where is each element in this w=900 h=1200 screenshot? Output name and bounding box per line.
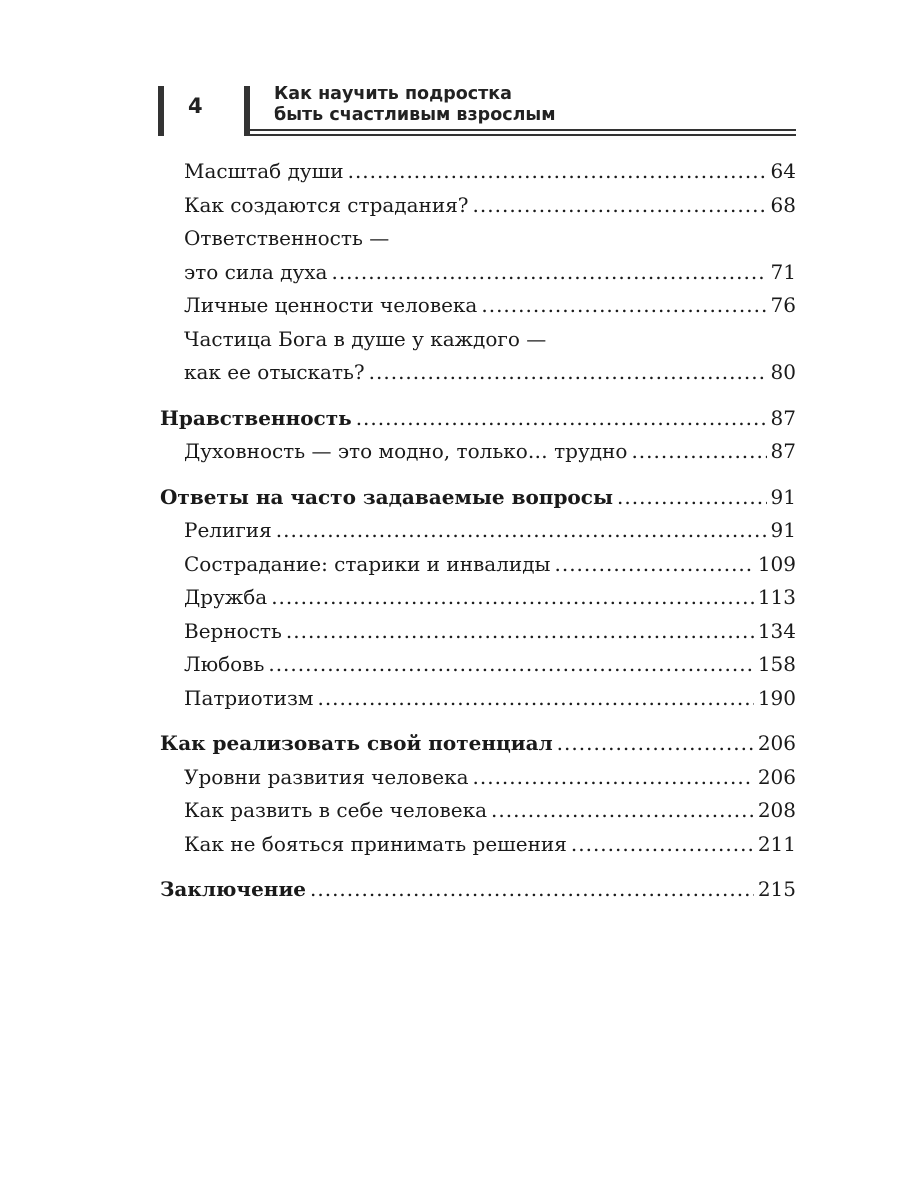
toc-entry bbox=[160, 189, 796, 223]
book-title-line: быть счастливым взрослым bbox=[274, 105, 556, 125]
toc-entry bbox=[160, 155, 796, 189]
book-title-line: Как научить подростка bbox=[274, 84, 512, 104]
toc-entry-title: как ее отыскать? bbox=[184, 360, 365, 384]
toc-entry-page: 208 bbox=[757, 798, 796, 822]
running-header bbox=[158, 80, 796, 136]
header-bar-left bbox=[158, 86, 164, 136]
toc-entry-title-line: Частица Бога в душе у каждого — bbox=[184, 326, 547, 351]
toc-entry-title: Патриотизм bbox=[184, 685, 314, 710]
toc-entry-title: Любовь bbox=[184, 652, 265, 676]
toc-section-title: Как реализовать свой потенциал bbox=[160, 731, 553, 755]
toc-entry bbox=[160, 615, 796, 649]
toc-leader-dots bbox=[473, 189, 767, 223]
toc-entry-page: 87 bbox=[770, 439, 796, 463]
toc-leader-dots bbox=[286, 615, 754, 649]
header-rule bbox=[250, 129, 796, 131]
toc-entry-page: 91 bbox=[770, 518, 796, 542]
toc-entry-page: 211 bbox=[757, 831, 796, 856]
toc-entry-title: Дружба bbox=[184, 585, 268, 609]
toc-entry-title: Как развить в себе человека bbox=[184, 798, 488, 822]
toc-section bbox=[160, 481, 796, 515]
table-of-contents bbox=[160, 155, 796, 907]
toc-leader-dots bbox=[554, 548, 753, 582]
toc-leader-dots bbox=[271, 581, 754, 615]
toc-entry bbox=[160, 514, 796, 548]
toc-entry-title: Масштаб души bbox=[184, 159, 344, 183]
toc-entry-page: 68 bbox=[770, 192, 796, 217]
toc-entry-page: 71 bbox=[770, 259, 796, 284]
toc-entry-page: 76 bbox=[770, 293, 796, 317]
header-rule bbox=[250, 134, 796, 136]
toc-leader-dots bbox=[331, 256, 766, 290]
book-title bbox=[274, 84, 556, 126]
page-number: 4 bbox=[188, 94, 203, 118]
toc-leader-dots bbox=[348, 155, 767, 189]
toc-section bbox=[160, 402, 796, 436]
toc-section-page: 87 bbox=[770, 405, 796, 430]
toc-section-title: Нравственность bbox=[160, 405, 352, 430]
toc-entry-title-line: Ответственность — bbox=[184, 226, 390, 250]
toc-entry-page: 158 bbox=[757, 652, 796, 676]
toc-entry-page: 206 bbox=[757, 764, 796, 789]
toc-entry-title: Религия bbox=[184, 518, 272, 542]
toc-entry-title: Как создаются страдания? bbox=[184, 192, 469, 217]
toc-entry bbox=[160, 828, 796, 862]
toc-entry bbox=[160, 761, 796, 795]
toc-entry bbox=[160, 682, 796, 716]
toc-leader-dots bbox=[557, 727, 754, 761]
toc-entry-page: 113 bbox=[757, 585, 796, 609]
toc-leader-dots bbox=[481, 289, 766, 323]
toc-leader-dots bbox=[473, 761, 754, 795]
toc-entry bbox=[160, 435, 796, 469]
toc-leader-dots bbox=[310, 873, 754, 907]
toc-leader-dots bbox=[631, 435, 766, 469]
toc-section bbox=[160, 727, 796, 761]
toc-section-title: Ответы на часто задаваемые вопросы bbox=[160, 484, 613, 509]
toc-entry-page: 109 bbox=[757, 551, 796, 576]
toc-entry-title: Сострадание: старики и инвалиды bbox=[184, 551, 551, 576]
toc-entry-title: Духовность — это модно, только… трудно bbox=[184, 439, 628, 463]
toc-leader-dots bbox=[317, 682, 753, 716]
toc-entry bbox=[160, 794, 796, 828]
toc-entry bbox=[160, 222, 796, 289]
toc-entry bbox=[160, 648, 796, 682]
toc-entry-page: 190 bbox=[757, 685, 796, 710]
toc-section-page: 91 bbox=[770, 484, 796, 509]
toc-entry bbox=[160, 548, 796, 582]
toc-entry-title: Уровни развития человека bbox=[184, 764, 469, 789]
toc-entry bbox=[160, 581, 796, 615]
toc-leader-dots bbox=[617, 481, 767, 515]
toc-section-title: Заключение bbox=[160, 877, 306, 901]
toc-leader-dots bbox=[571, 828, 754, 862]
toc-entry-title: это сила духа bbox=[184, 259, 328, 284]
toc-entry bbox=[160, 323, 796, 390]
toc-entry bbox=[160, 289, 796, 323]
toc-entry-page: 80 bbox=[770, 360, 796, 384]
toc-entry-title: Личные ценности человека bbox=[184, 293, 478, 317]
toc-leader-dots bbox=[356, 402, 767, 436]
toc-entry-title: Верность bbox=[184, 618, 282, 643]
toc-section bbox=[160, 873, 796, 907]
toc-entry-page: 64 bbox=[770, 159, 796, 183]
toc-leader-dots bbox=[369, 356, 767, 390]
toc-leader-dots bbox=[268, 648, 753, 682]
toc-section-page: 206 bbox=[757, 731, 796, 755]
toc-entry-page: 134 bbox=[757, 618, 796, 643]
toc-leader-dots bbox=[276, 514, 767, 548]
toc-leader-dots bbox=[491, 794, 754, 828]
toc-section-page: 215 bbox=[757, 877, 796, 901]
toc-entry-title: Как не бояться принимать решения bbox=[184, 831, 567, 856]
